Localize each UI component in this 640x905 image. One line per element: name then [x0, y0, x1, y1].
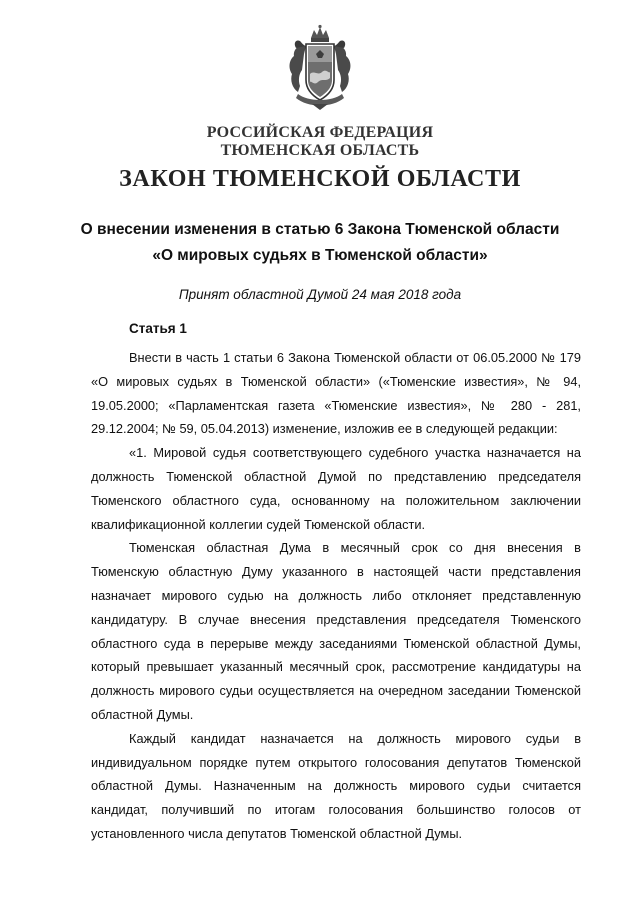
law-title-line: «О мировых судьях в Тюменской области» — [152, 247, 488, 264]
document-type-heading: ЗАКОН ТЮМЕНСКОЙ ОБЛАСТИ — [119, 166, 521, 192]
tyumen-coat-of-arms-icon — [286, 24, 354, 112]
country-heading: РОССИЙСКАЯ ФЕДЕРАЦИЯ — [206, 124, 434, 141]
adoption-note: Принят областной Думой 24 мая 2018 года — [178, 287, 462, 302]
article-paragraph: Каждый кандидат назначается на должность мирового судьи в индивидуальном порядке путем открытого голосования депутатов Тюменской областной Думы. Назначенным на должность мирового судьи считается кандидат, получивший по итогам голосования большинство голосов от установленного числа депутатов Тюменской областной Думы. — [91, 730, 581, 841]
law-title — [40, 217, 600, 269]
region-heading: ТЮМЕНСКАЯ ОБЛАСТЬ — [220, 142, 420, 159]
article-paragraph: Тюменская областная Дума в месячный срок со дня внесения в Тюменскую областную Думу указанного в настоящей части представления назначает мирового судью на должность либо отклоняет представленную кандидатуру. В случае внесения представления председателя Тюменского областного суда в перерыве между заседаниями Тюменской областной Думы, который превышает указанный месячный срок, рассмотрение кандидатуры на должность мирового судьи осуществляется на очередном заседании Тюменской областной Думы. — [91, 540, 581, 722]
article-paragraph: «1. Мировой судья соответствующего судебного участка назначается на должность Тюменской областной Думой по представлению председателя Тюменского областного суда, основанному на положительном заключении квалификационной коллегии судей Тюменской области. — [91, 445, 581, 532]
law-title-line: О внесении изменения в статью 6 Закона Тюменской области — [80, 221, 560, 238]
article-paragraph: Внести в часть 1 статьи 6 Закона Тюменской области от 06.05.2000 № 179 «О мировых судьях в Тюменской области» («Тюменские известия», № 94, 19.05.2000; «Парламентская газета «Тюменские известия», № 280 - 281, 29.12.2004; № 59, 05.04.2013) изменение, изложив ее в следующей редакции: — [91, 350, 581, 437]
article-heading: Статья 1 — [129, 321, 187, 336]
article-body — [91, 346, 581, 846]
